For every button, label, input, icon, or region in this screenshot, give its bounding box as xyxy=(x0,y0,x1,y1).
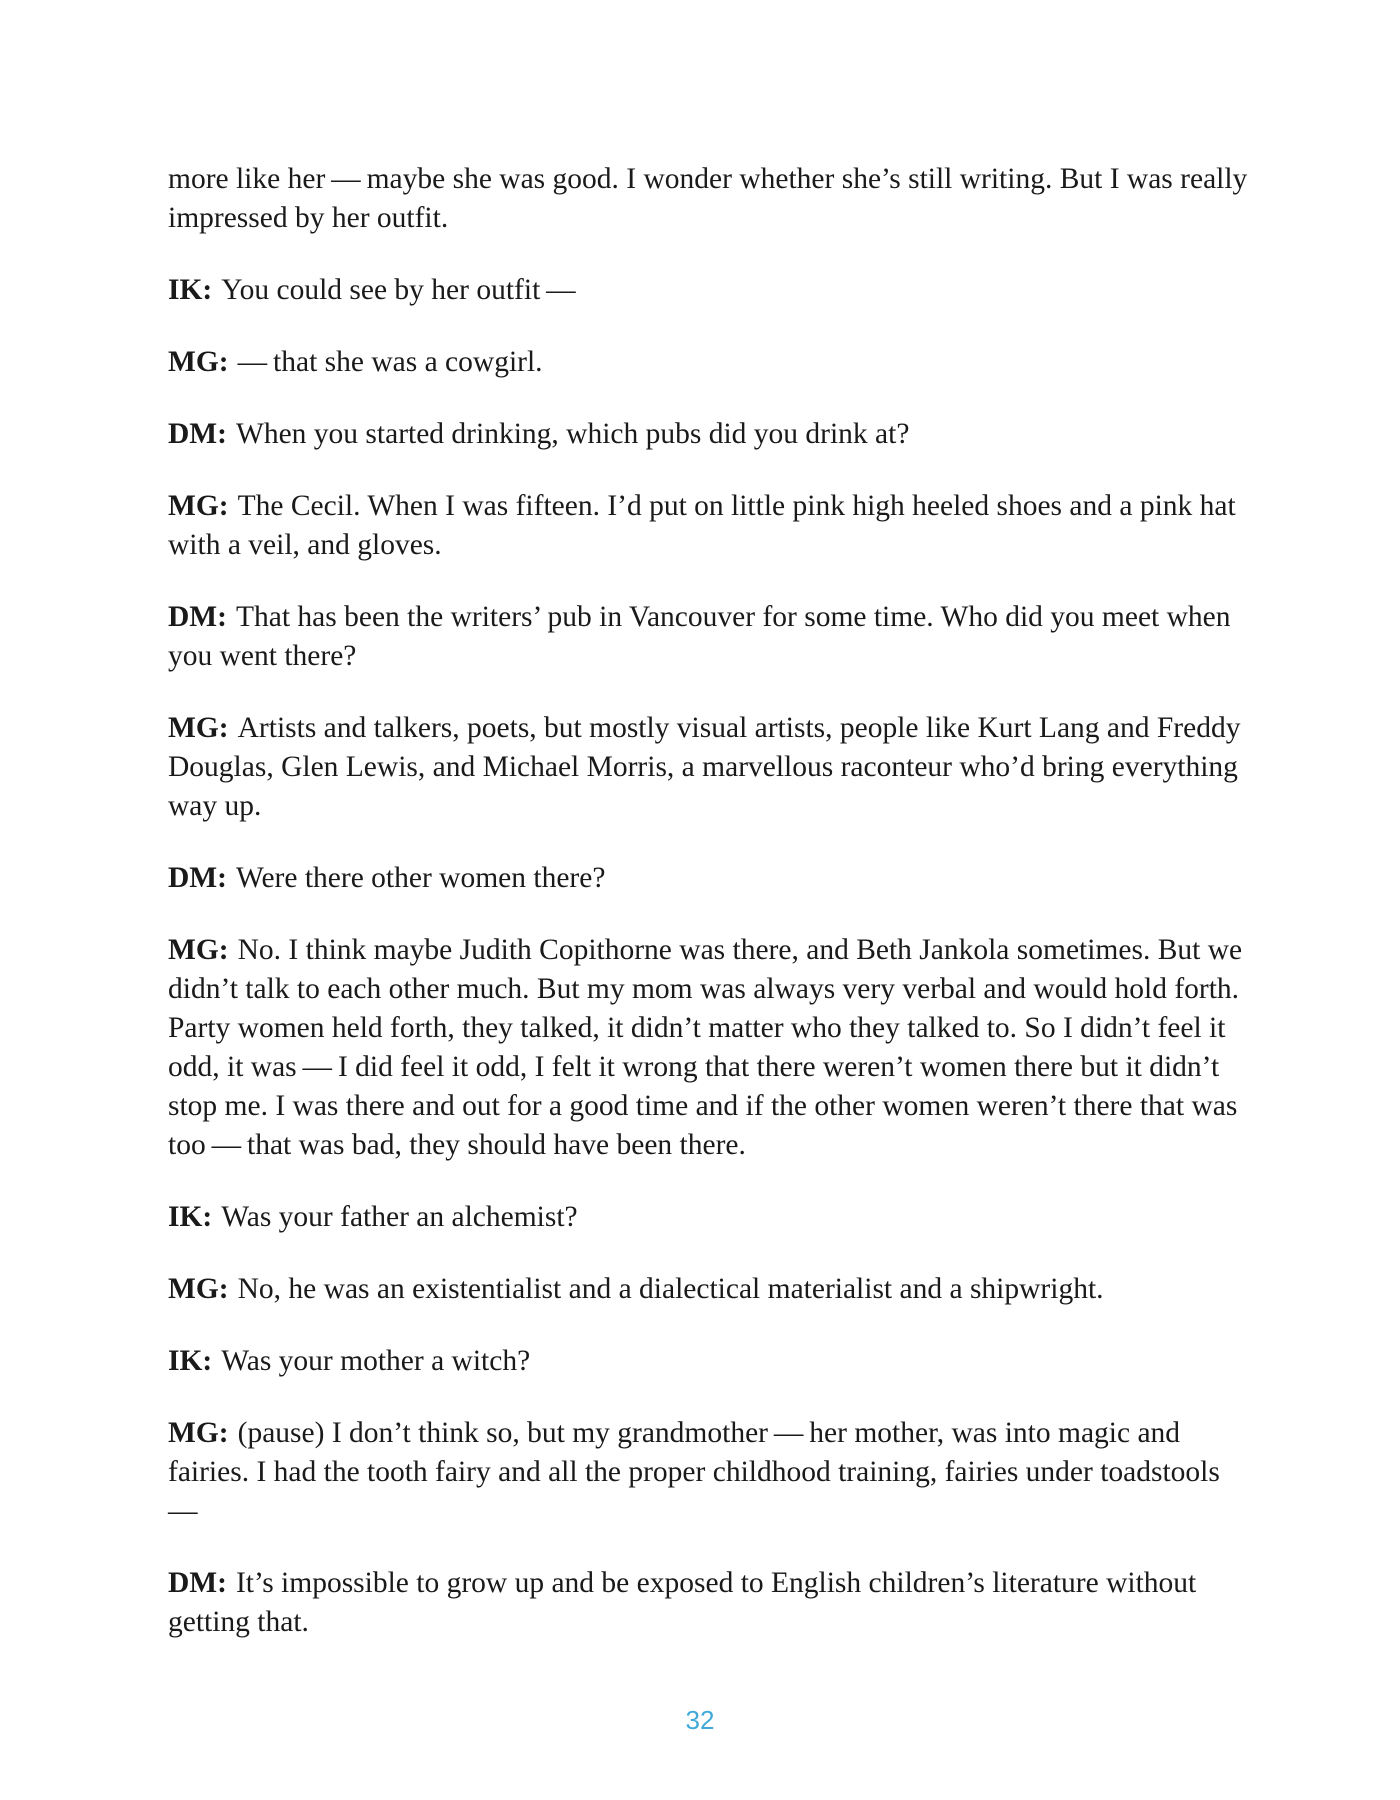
page-number: 32 xyxy=(685,1705,715,1735)
interview-transcript xyxy=(168,160,1248,1675)
paragraph-text: No, he was an existentialist and a dialectical materialist and a shipwright. xyxy=(237,1273,1104,1305)
speaker-label: DM: xyxy=(168,601,227,633)
paragraph-text: The Cecil. When I was fifteen. I’d put on little pink high heeled shoes and a pink hat with a veil, and gloves. xyxy=(168,490,1236,561)
speaker-label: DM: xyxy=(168,1567,227,1599)
paragraph-text: Was your father an alchemist? xyxy=(221,1201,578,1233)
speaker-label: MG: xyxy=(168,1273,229,1305)
transcript-paragraph xyxy=(168,1342,1248,1381)
speaker-label: IK: xyxy=(168,1201,213,1233)
transcript-paragraph xyxy=(168,598,1248,676)
speaker-label: MG: xyxy=(168,934,229,966)
paragraph-text: Was your mother a witch? xyxy=(221,1345,531,1377)
paragraph-text: You could see by her outfit — xyxy=(221,274,576,306)
transcript-paragraph xyxy=(168,1414,1248,1531)
speaker-label: MG: xyxy=(168,1417,229,1449)
paragraph-text: Artists and talkers, poets, but mostly visual artists, people like Kurt Lang and Freddy Douglas, Glen Lewis, and Michael Morris, a marvellous raconteur who’d bring everything way up. xyxy=(168,712,1241,822)
transcript-paragraph xyxy=(168,1198,1248,1237)
speaker-label: IK: xyxy=(168,1345,213,1377)
transcript-paragraph xyxy=(168,160,1248,238)
paragraph-text: When you started drinking, which pubs did you drink at? xyxy=(235,418,910,450)
speaker-label: MG: xyxy=(168,346,229,378)
paragraph-text: No. I think maybe Judith Copithorne was there, and Beth Jankola sometimes. But we didn’t talk to each other much. But my mom was always very verbal and would hold forth. Party women held forth, they talked, it didn’t matter who they talked to. So I didn’t feel it odd, it was — I did feel it odd, I felt it wrong that there weren’t women there but it didn’t stop me. I was there and out for a good time and if the other women weren’t there that was too — that was bad, they should have been there. xyxy=(168,934,1243,1161)
paragraph-text: It’s impossible to grow up and be exposed to English children’s literature without getting that. xyxy=(168,1567,1197,1638)
transcript-paragraph xyxy=(168,1564,1248,1642)
transcript-paragraph xyxy=(168,487,1248,565)
transcript-paragraph xyxy=(168,931,1248,1165)
transcript-paragraph xyxy=(168,709,1248,826)
paragraph-text: — that she was a cowgirl. xyxy=(237,346,543,378)
speaker-label: IK: xyxy=(168,274,213,306)
speaker-label: MG: xyxy=(168,712,229,744)
paragraph-text: Were there other women there? xyxy=(235,862,606,894)
paragraph-text: That has been the writers’ pub in Vancouver for some time. Who did you meet when you went there? xyxy=(168,601,1231,672)
transcript-paragraph xyxy=(168,415,1248,454)
transcript-paragraph xyxy=(168,343,1248,382)
transcript-paragraph xyxy=(168,271,1248,310)
speaker-label: MG: xyxy=(168,490,229,522)
paragraph-text: (pause) I don’t think so, but my grandmother — her mother, was into magic and fairies. I had the tooth fairy and all the proper childhood training, fairies under toadstools — xyxy=(168,1417,1226,1527)
paragraph-text: more like her — maybe she was good. I wonder whether she’s still writing. But I was really impressed by her outfit. xyxy=(168,163,1248,234)
transcript-paragraph xyxy=(168,859,1248,898)
speaker-label: DM: xyxy=(168,418,227,450)
speaker-label: DM: xyxy=(168,862,227,894)
transcript-paragraph xyxy=(168,1270,1248,1309)
